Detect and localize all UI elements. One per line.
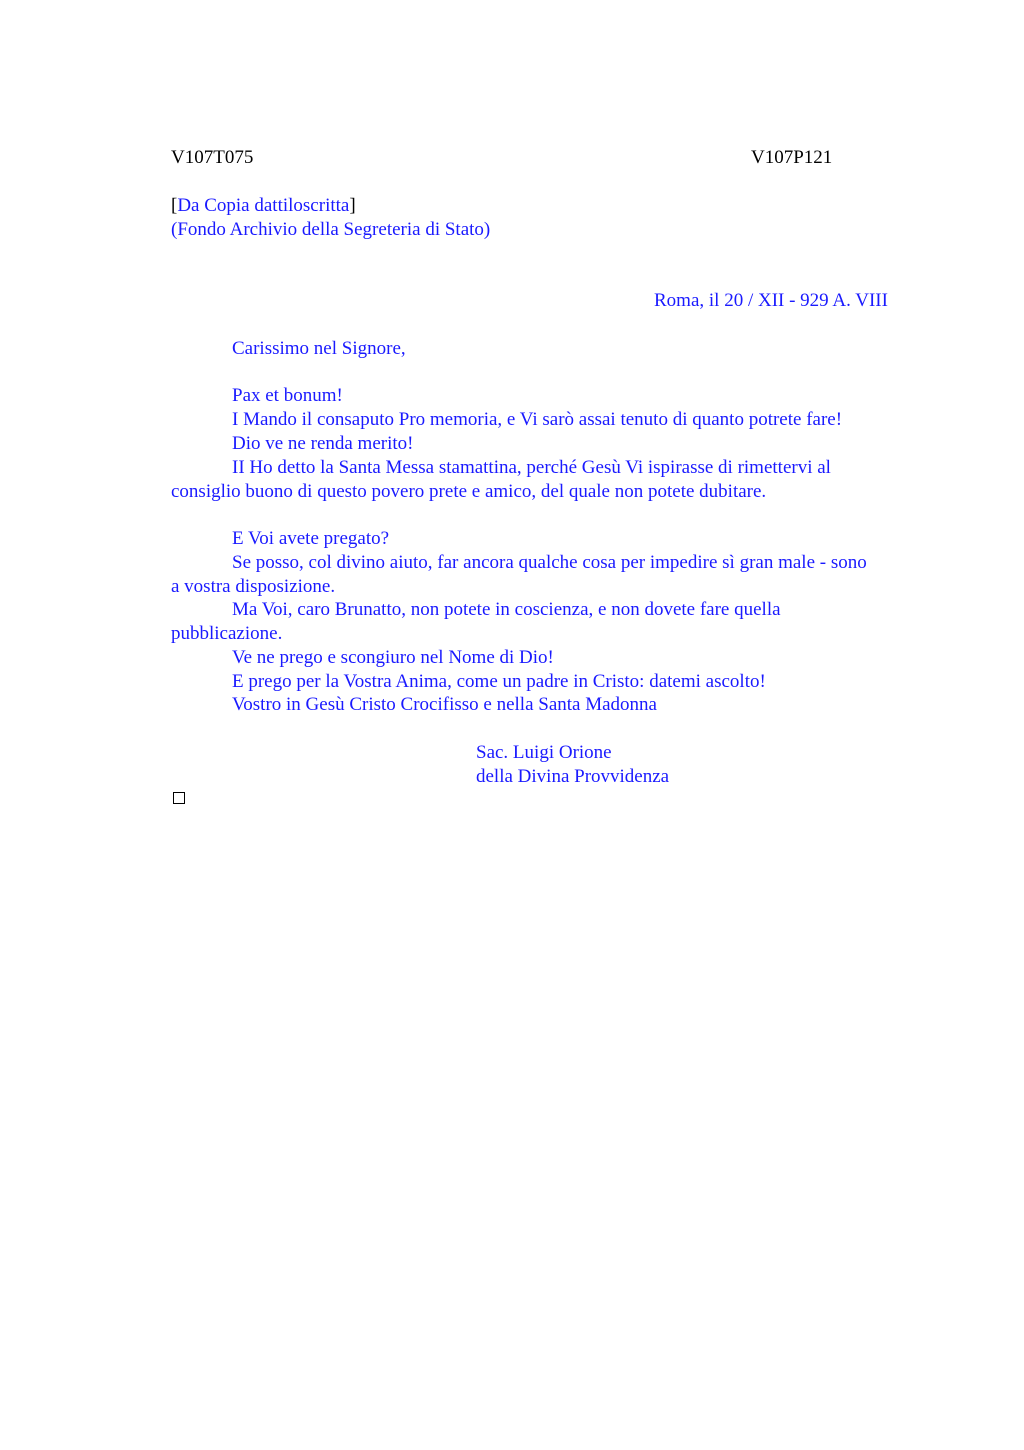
source-archive: (Fondo Archivio della Segreteria di Stato) (171, 219, 491, 240)
end-marker-box-icon (173, 792, 185, 804)
letter-line: a vostra disposizione. (171, 576, 336, 597)
letter-line: E Voi avete pregato? (232, 528, 390, 549)
letter-line: Ma Voi, caro Brunatto, non potete in coscienza, e non dovete fare quella (232, 599, 781, 620)
letter-line: Ve ne prego e scongiuro nel Nome di Dio! (232, 647, 554, 668)
letter-line: I Mando il consaputo Pro memoria, e Vi sarò assai tenuto di quanto potrete fare! (232, 409, 843, 430)
letter-line: Dio ve ne renda merito! (232, 433, 414, 454)
source-bracket-open: [ (171, 195, 178, 216)
letter-line: II Ho detto la Santa Messa stamattina, perché Gesù Vi ispirasse di rimettervi al (232, 457, 831, 478)
document-code-right: V107P121 (751, 147, 833, 168)
document-code-left: V107T075 (171, 147, 254, 168)
letter-line: pubblicazione. (171, 623, 283, 644)
signature-title: della Divina Provvidenza (476, 766, 670, 787)
letter-date: Roma, il 20 / XII - 929 A. VIII (654, 290, 888, 311)
letter-salutation: Carissimo nel Signore, (232, 338, 406, 359)
letter-line: Vostro in Gesù Cristo Crocifisso e nella Santa Madonna (232, 694, 657, 715)
signature-name: Sac. Luigi Orione (476, 742, 612, 763)
letter-line: E prego per la Vostra Anima, come un padre in Cristo: datemi ascolto! (232, 671, 766, 692)
letter-line: consiglio buono di questo povero prete e amico, del quale non potete dubitare. (171, 481, 767, 502)
source-bracket-close: ] (349, 195, 356, 216)
letter-line: Pax et bonum! (232, 385, 343, 406)
letter-line: Se posso, col divino aiuto, far ancora qualche cosa per impedire sì gran male - sono (232, 552, 867, 573)
source-type: Da Copia dattiloscritta (177, 195, 350, 216)
source-note (171, 194, 356, 218)
